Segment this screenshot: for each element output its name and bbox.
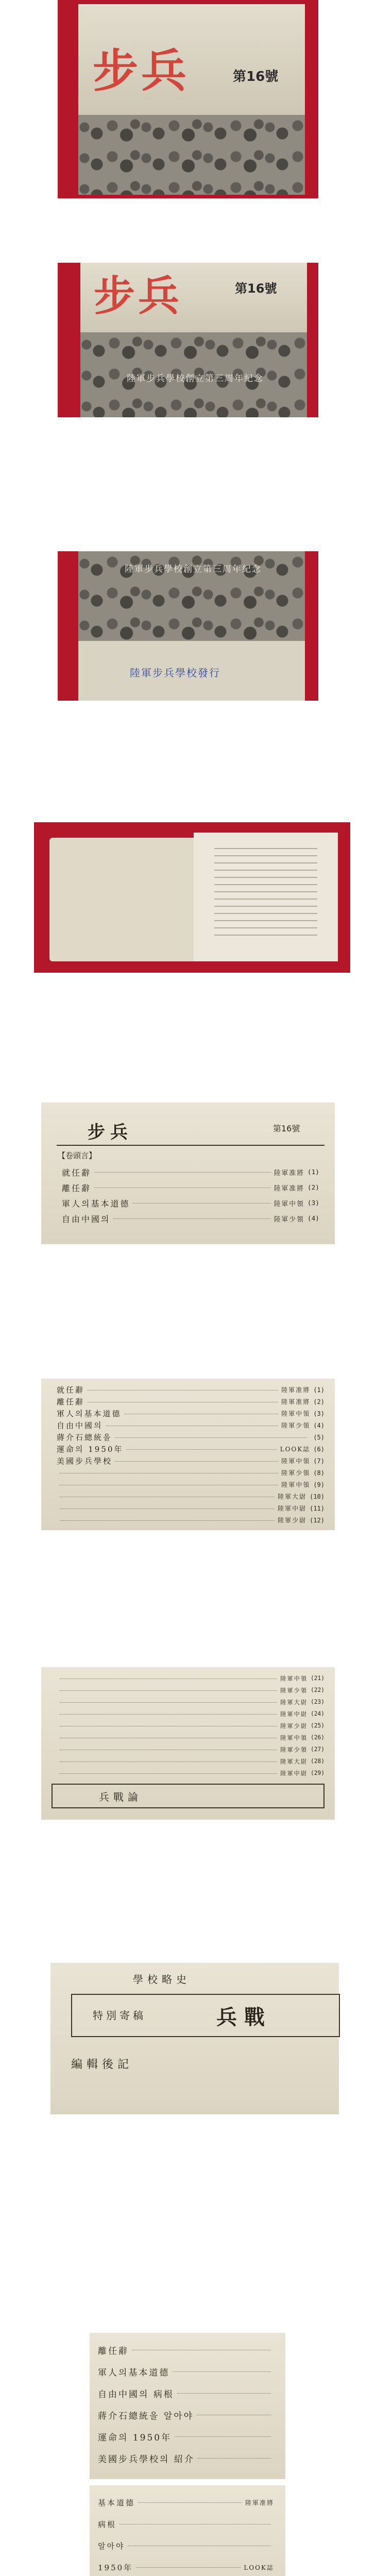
toc-row [57, 1455, 324, 1467]
toc-list [98, 2339, 277, 2469]
crowd-photo [78, 115, 305, 195]
toc-leader-dots [60, 1714, 277, 1715]
toc-entry-author: 陸軍中尉 [280, 1710, 308, 1718]
toc-leader-dots [115, 1461, 278, 1462]
toc-row [57, 1696, 324, 1708]
toc-row [98, 2339, 277, 2361]
toc-entry-title: 1950年 [98, 2563, 133, 2572]
toc-entry-page: (6) [313, 1445, 324, 1453]
toc-special-box [71, 1994, 340, 2037]
toc-entry-author: 陸軍准將 [281, 1398, 311, 1405]
toc-entry-page: (21) [311, 1675, 324, 1682]
toc-entry-author: 陸軍少領 [281, 1469, 311, 1477]
toc-row [57, 1384, 324, 1396]
photo-cover-3 [58, 551, 318, 701]
toc-entry-author: 陸軍少領 [274, 1215, 304, 1224]
toc-row [57, 1419, 324, 1431]
toc-entry-author: LOOK誌 [244, 2564, 274, 2571]
toc-entry-title: 美國步兵學校의 紹介 [98, 2454, 195, 2465]
toc-row [57, 1672, 324, 1684]
toc-leader-dots [60, 1508, 275, 1509]
toc-row [57, 1490, 324, 1502]
toc-entry-title: 就任辭 [57, 1385, 85, 1395]
toc-entry-author: 陸軍准將 [274, 1184, 304, 1193]
magazine-title: 步兵 [93, 44, 190, 97]
cover-caption: 陸軍步兵學校創立第三周年紀念 [125, 564, 262, 574]
toc-row [57, 1467, 324, 1479]
toc-entry-title: 알아야 [98, 2541, 125, 2551]
toc-row [98, 2535, 277, 2556]
toc-row [98, 2426, 277, 2447]
toc-entry-author: 陸軍少尉 [280, 1722, 308, 1730]
toc-leader-dots [113, 1218, 270, 1219]
toc-entry-author: 陸軍少領 [280, 1746, 308, 1753]
toc-entry-page: (12) [310, 1516, 324, 1524]
toc-leader-dots [132, 2349, 271, 2350]
toc-row [57, 1720, 324, 1732]
toc-entry-title: 運命의 1950年 [57, 1445, 124, 1454]
toc-entry-page: (1) [307, 1168, 319, 1176]
toc-list [57, 1384, 324, 1526]
toc-line-history: 學校略史 [133, 1973, 191, 1986]
toc-entry-author: 陸軍大尉 [278, 1493, 307, 1500]
toc-row [57, 1431, 324, 1443]
toc-row [57, 1514, 324, 1526]
toc-leader-dots [60, 1773, 277, 1774]
toc-leader-dots [125, 1413, 279, 1414]
toc-row [98, 2404, 277, 2426]
toc-entry-author: 陸軍少領 [281, 1422, 311, 1429]
toc-entry-author: 陸軍中領 [281, 1481, 311, 1488]
cover-sheet [78, 4, 305, 195]
toc-leader-dots [60, 1520, 275, 1521]
toc-magazine-title: 步兵 [88, 1122, 133, 1143]
book-left-page [49, 838, 194, 961]
toc-leader-dots [60, 1484, 278, 1485]
toc-special-title: 兵戰 [216, 2005, 272, 2029]
toc-entry-page: (11) [310, 1504, 324, 1512]
photo-cover-1 [58, 0, 318, 198]
issue-number: 第16號 [233, 69, 279, 84]
toc-entry-author: 陸軍中領 [280, 1675, 308, 1682]
magazine-title: 步兵 [94, 272, 182, 320]
toc-line-editors-note: 編輯後記 [71, 2058, 133, 2071]
toc-leader-dots [197, 2414, 271, 2415]
toc-row [62, 1211, 319, 1226]
toc-entry-page: (3) [307, 1199, 319, 1207]
toc-entry-title: 就任辭 [62, 1167, 92, 1178]
toc-row [98, 2556, 277, 2576]
toc-entry-author: 陸軍准將 [281, 1386, 311, 1394]
toc-row [57, 1479, 324, 1490]
toc-row [98, 2447, 277, 2469]
toc-leader-dots [173, 2371, 271, 2372]
toc-row [57, 1502, 324, 1514]
toc-entry-title: 離任辭 [62, 1183, 92, 1193]
toc-bottom-box [52, 1784, 324, 1808]
toc-entry-author: 陸軍少領 [280, 1687, 308, 1694]
toc-leader-dots [60, 1690, 277, 1691]
toc-entry-page: (28) [311, 1758, 324, 1765]
toc-entry-page: (29) [311, 1770, 324, 1776]
toc-entry-page: (23) [311, 1699, 324, 1705]
toc-entry-page: (4) [307, 1214, 319, 1223]
toc-entry-title: 蔣介石總統을 알아야 [98, 2411, 194, 2421]
toc-entry-title: 離任辭 [57, 1397, 85, 1406]
toc-entry-page: (4) [313, 1421, 324, 1429]
toc-entry-author: 陸軍中領 [281, 1410, 311, 1417]
toc-entry-author: 陸軍准將 [245, 2499, 274, 2506]
toc-row [98, 2361, 277, 2382]
toc-leader-dots [115, 1437, 307, 1438]
toc-leader-dots [88, 1401, 278, 1402]
toc-entry-author: 陸軍中尉 [280, 1770, 308, 1777]
toc-entry-author: 陸軍中領 [274, 1200, 304, 1208]
toc-leader-dots [138, 2502, 242, 2503]
toc-row [57, 1443, 324, 1455]
toc-leader-dots [136, 2567, 241, 2568]
toc-entry-title: 基本道德 [98, 2498, 135, 2507]
toc-leader-dots [198, 2458, 271, 2459]
toc-leader-dots [94, 1187, 271, 1188]
book-right-page [194, 833, 338, 961]
photo-toc-6 [90, 2485, 285, 2576]
toc-list [98, 2492, 277, 2576]
toc-row [98, 2492, 277, 2513]
toc-leader-dots [60, 1761, 277, 1762]
photo-toc-3 [41, 1667, 335, 1820]
toc-entry-title: 病根 [98, 2519, 117, 2529]
toc-row [57, 1396, 324, 1408]
toc-list [62, 1164, 319, 1226]
toc-section-heading: 【卷頭言】 [58, 1151, 97, 1160]
toc-entry-page: (24) [311, 1710, 324, 1717]
cover-caption: 陸軍步兵學校創立第三周年紀念 [127, 374, 264, 384]
photo-toc-2 [41, 1379, 335, 1530]
toc-leader-dots [60, 1496, 275, 1497]
toc-leader-dots [60, 1737, 277, 1738]
photo-toc-4 [50, 1963, 339, 2114]
toc-row [62, 1180, 319, 1195]
toc-leader-dots [106, 1425, 279, 1426]
toc-entry-author: LOOK誌 [280, 1446, 311, 1453]
toc-entry-page: (10) [310, 1493, 324, 1500]
toc-entry-page: (22) [311, 1687, 324, 1693]
toc-leader-dots [60, 1702, 277, 1703]
photo-toc-1 [41, 1103, 335, 1244]
toc-leader-dots [60, 1725, 277, 1726]
toc-entry-title: 軍人의基本道德 [98, 2367, 170, 2378]
toc-row [57, 1408, 324, 1419]
cover-sheet [78, 551, 305, 701]
toc-entry-page: (7) [313, 1457, 324, 1465]
toc-entry-page: (1) [313, 1386, 324, 1394]
toc-entry-title: 自由中國의 [62, 1214, 111, 1224]
toc-row [62, 1164, 319, 1180]
cover-sheet [80, 263, 307, 417]
toc-entry-title: 軍人의基本道德 [57, 1409, 122, 1418]
toc-leader-dots [128, 2545, 271, 2546]
photo-toc-5 [90, 2333, 285, 2479]
toc-row [98, 2382, 277, 2404]
toc-row [57, 1755, 324, 1767]
toc-entry-title: 蔣介石總統을 [57, 1433, 112, 1442]
toc-entry-page: (26) [311, 1734, 324, 1741]
toc-leader-dots [119, 2523, 271, 2524]
toc-row [62, 1195, 319, 1211]
toc-bottom-item: 兵戰論 [99, 1791, 142, 1803]
toc-entry-page: (2) [307, 1183, 319, 1192]
toc-leader-dots [177, 2393, 271, 2394]
toc-entry-author: 陸軍中領 [280, 1734, 308, 1741]
toc-leader-dots [133, 1202, 270, 1204]
toc-entry-author: 陸軍准將 [274, 1169, 304, 1177]
toc-row [57, 1743, 324, 1755]
toc-entry-title: 離任辭 [98, 2346, 129, 2357]
toc-leader-dots [60, 1678, 277, 1679]
publisher-label: 陸軍步兵學校發行 [130, 667, 220, 679]
toc-leader-dots [126, 1449, 277, 1450]
toc-entry-author: 陸軍大尉 [280, 1699, 308, 1706]
toc-entry-page: (3) [313, 1410, 324, 1417]
toc-entry-author: 陸軍中尉 [278, 1505, 307, 1512]
issue-number: 第16號 [235, 281, 277, 296]
toc-entry-page: (27) [311, 1746, 324, 1753]
photo-cover-2 [58, 263, 318, 417]
toc-special-label: 特別寄稿 [93, 2009, 146, 2022]
toc-list [57, 1672, 324, 1779]
toc-entry-page: (2) [313, 1398, 324, 1405]
toc-row [57, 1708, 324, 1720]
toc-preview [214, 848, 317, 941]
toc-entry-page: (25) [311, 1722, 324, 1729]
toc-issue-number: 第16號 [273, 1124, 300, 1133]
toc-entry-author: 陸軍中領 [281, 1458, 311, 1465]
toc-entry-title: 運命의 1950年 [98, 2432, 172, 2443]
toc-entry-title: 自由中國의 [57, 1421, 103, 1430]
toc-entry-title: 軍人의基本道德 [62, 1198, 130, 1209]
toc-entry-author: 陸軍大尉 [280, 1758, 308, 1765]
toc-entry-page: (9) [313, 1481, 324, 1488]
toc-entry-title: 自由中國의 病根 [98, 2389, 174, 2400]
toc-leader-dots [175, 2436, 271, 2437]
toc-row [57, 1732, 324, 1743]
toc-row [57, 1767, 324, 1779]
toc-leader-dots [60, 1472, 278, 1473]
toc-leader-dots [60, 1749, 277, 1750]
photo-open-book [34, 822, 350, 973]
toc-entry-title: 美國步兵學校 [57, 1456, 113, 1466]
toc-row [57, 1684, 324, 1696]
toc-entry-page: (8) [313, 1469, 324, 1477]
toc-row [98, 2513, 277, 2535]
toc-leader-dots [94, 1172, 271, 1173]
toc-entry-page: (5) [313, 1433, 324, 1441]
toc-leader-dots [88, 1389, 278, 1391]
toc-entry-author: 陸軍少尉 [278, 1517, 307, 1524]
